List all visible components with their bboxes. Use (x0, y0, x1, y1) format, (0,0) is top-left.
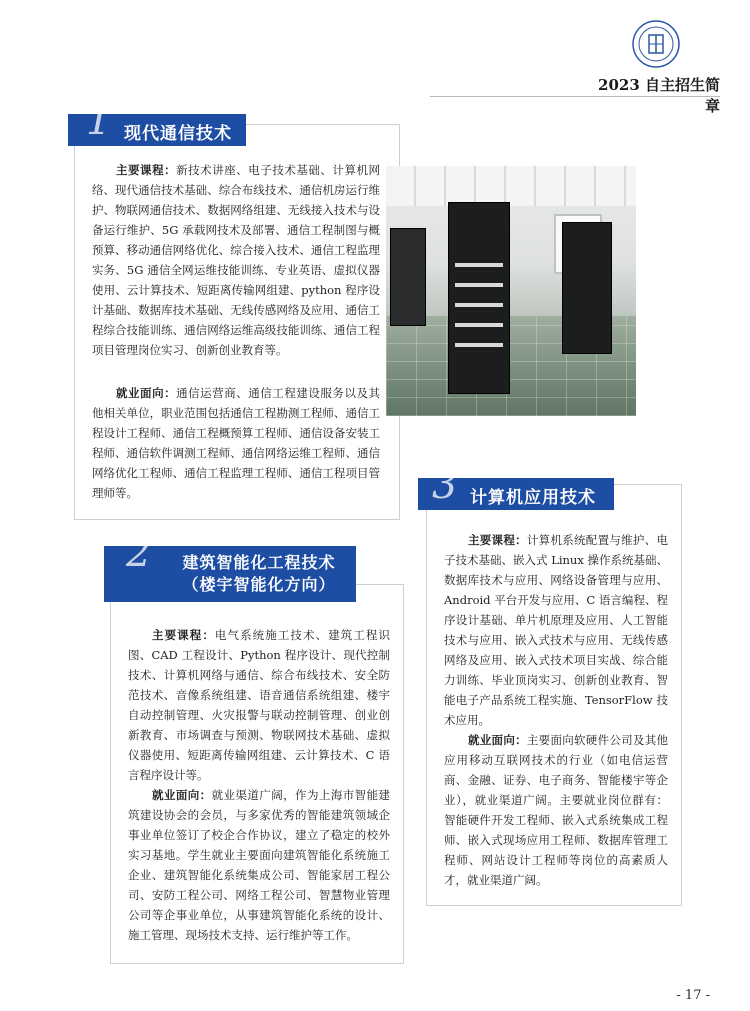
section-number: 3 (432, 462, 458, 508)
courses-label: 主要课程： (468, 533, 527, 547)
page-number: - 17 - (676, 988, 710, 1003)
jobs-text: 主要面向软硬件公司及其他应用移动互联网技术的行业（如电信运营商、金融、证券、电子商务、智能楼宇等企业），就业渠道广阔。主要就业岗位群有：智能硬件开发工程师、嵌入式系统集成工程师、嵌入式现场应用工程师、数据库管理工程师、网站设计工程师等岗位的高素质人才，就业渠道广阔。 (444, 733, 668, 887)
section-title: 计算机应用技术 (470, 488, 596, 508)
courses-label: 主要课程： (116, 163, 177, 177)
courses-text: 新技术讲座、电子技术基础、计算机网络、现代通信技术基础、综合布线技术、通信机房运行维护、物联网通信技术、数据网络组建、无线接入技术与设备运行维护、5G 承载网技术及部署、通信工程制图与概预算、移动通信网络优化、综合接入技术、通信工程监理实务、5G 通信全网运维技能训练、专业英语、虚拟仪器使用、云计算技术、短距离传输网组建、python 程序设计基础、数据库技术基础、无线传感网络及应用、通信工程综合技能训练、通信网络运维高级技能训练、通信工程项目管理岗位实习、创新创业教育等。 (92, 163, 381, 357)
section-number: 2 (126, 530, 152, 576)
header-divider (430, 96, 720, 97)
jobs-paragraph-2 (128, 785, 390, 945)
server-rack (390, 228, 426, 326)
courses-paragraph-3 (444, 530, 668, 730)
jobs-label: 就业面向： (152, 788, 212, 802)
section-title: 现代通信技术 (124, 124, 232, 144)
jobs-text: 就业渠道广阔，作为上海市智能建筑建设协会的会员，与多家优秀的智能建筑领域企事业单位签订了校企合作协议，建立了稳定的校外实习基地。学生就业主要面向建筑智能化系统施工企业、建筑智能化系统集成公司、智能家居工程公司、安防工程公司、网络工程公司、智慧物业管理公司等企事业单位，从事建筑智能化系统的设计、施工管理、现场技术支持、运行维护等工作。 (128, 788, 391, 942)
photo-ceiling (386, 166, 636, 206)
section-title-line2: （楼宇智能化方向） (182, 575, 336, 594)
jobs-label: 就业面向： (116, 386, 177, 400)
school-seal-icon (632, 20, 680, 68)
jobs-label: 就业面向： (468, 733, 527, 747)
section-banner-1 (68, 98, 246, 146)
courses-label: 主要课程： (152, 628, 215, 642)
section-banner-3 (418, 462, 614, 510)
jobs-paragraph-1 (92, 383, 380, 503)
section-title (174, 552, 344, 596)
document-title: 2023 自主招生简章 (598, 76, 720, 115)
section-title-line1: 建筑智能化工程技术 (182, 553, 336, 572)
section-banner-2 (104, 530, 356, 602)
courses-text: 电气系统施工技术、建筑工程识图、CAD 工程设计、Python 程序设计、现代控制技术、计算机网络与通信、综合布线技术、安全防范技术、音像系统组建、语音通信系统组建、楼宇自动控制管理、火灾报警与联动控制管理、创业创新教育、市场调查与预测、物联网技术基础、虚拟仪器使用、短距离传输网组建、云计算技术、C 语言程序设计等。 (128, 628, 391, 782)
courses-paragraph-2 (128, 625, 390, 785)
server-rack (562, 222, 612, 354)
jobs-text: 通信运营商、通信工程建设服务以及其他相关单位，职业范围包括通信工程勘测工程师、通信工程设计工程师、通信工程概预算工程师、通信设备安装工程师、通信软件调测工程师、通信网络运维工程师、通信网络优化工程师、通信工程监理工程师、通信工程项目管理师等。 (92, 386, 381, 500)
jobs-paragraph-3 (444, 730, 668, 890)
section-number: 1 (86, 98, 112, 144)
courses-paragraph-1 (92, 160, 380, 360)
courses-text: 计算机系统配置与维护、电子技术基础、嵌入式 Linux 操作系统基础、数据库技术与应用、网络设备管理与应用、Android 平台开发与应用、C 语言编程、程序设计基础、单片机原理及应用、人工智能技术与应用、嵌入式技术与应用、无线传感网络及应用、嵌入式技术项目实战、综合能力训练、毕业顶岗实习、创新创业教育、智能电子产品系统工程实施、TensorFlow 技术应用。 (444, 533, 668, 727)
server-room-photo (386, 166, 636, 416)
server-rack (448, 202, 510, 394)
